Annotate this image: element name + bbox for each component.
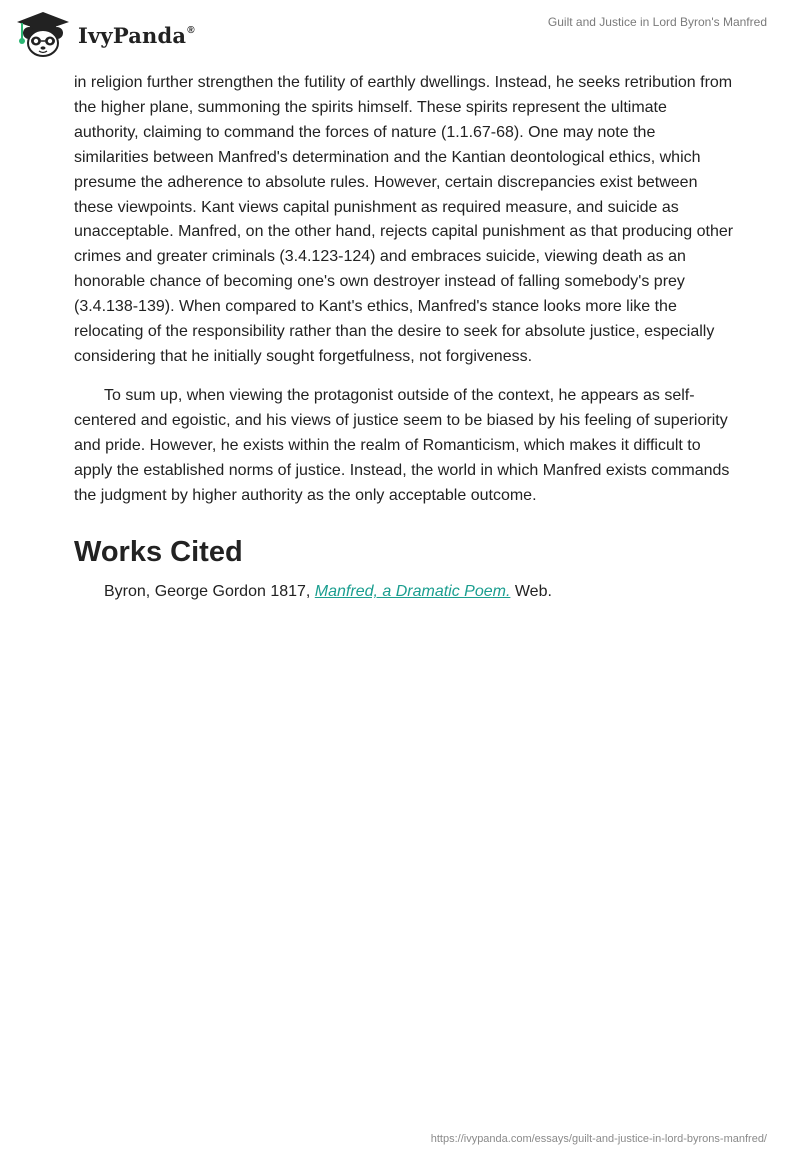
page-header <box>0 0 800 70</box>
document-title: Guilt and Justice in Lord Byron's Manfred <box>547 15 767 29</box>
body-paragraph-1: in religion further strengthen the futility of earthly dwellings. Instead, he seeks retribution from the higher plane, summoning the spirits himself. These spirits represent the ultimate authority, claiming to command the forces of nature (1.1.67-68). One may note the similarities between Manfred's determination and the Kantian deontological ethics, which presume the adherence to absolute rules. However, certain discrepancies exist between these viewpoints. Kant views capital punishment as required measure, and suicide as unacceptable. Manfred, on the other hand, rejects capital punishment as that producing other crimes and greater criminals (3.4.123-124) and embraces suicide, viewing death as an honorable chance of becoming one's own destroyer instead of falling somebody's prey (3.4.138-139). When compared to Kant's ethics, Manfred's stance looks more like the relocating of the responsibility rather than the desire to seek for absolute justice, especially considering that he initially sought forgetfulness, not forgiveness. <box>74 74 734 365</box>
citation-suffix: Web. <box>510 583 552 601</box>
logo-wordmark: IvyPanda® <box>78 22 195 48</box>
panda-graduate-icon <box>14 9 72 59</box>
citation-author: Byron, George Gordon 1817, <box>104 583 315 601</box>
citation-title-link[interactable]: Manfred, a Dramatic Poem. <box>314 583 511 601</box>
essay-content <box>74 71 734 604</box>
works-cited-heading: Works Cited <box>74 536 243 569</box>
body-paragraph-2: To sum up, when viewing the protagonist outside of the context, he appears as self-centered and egoistic, and his views of justice seem to be biased by his feeling of superiority and pride. However, he exists within the realm of Romanticism, which makes it difficult to apply the established norms of justice. Instead, the world in which Manfred exists commands the judgment by higher authority as the only acceptable outcome. <box>74 386 730 504</box>
citation-entry <box>74 580 734 604</box>
ivypanda-logo[interactable] <box>14 9 195 59</box>
footer-url[interactable]: https://ivypanda.com/essays/guilt-and-justice-in-lord-byrons-manfred/ <box>430 1133 767 1145</box>
